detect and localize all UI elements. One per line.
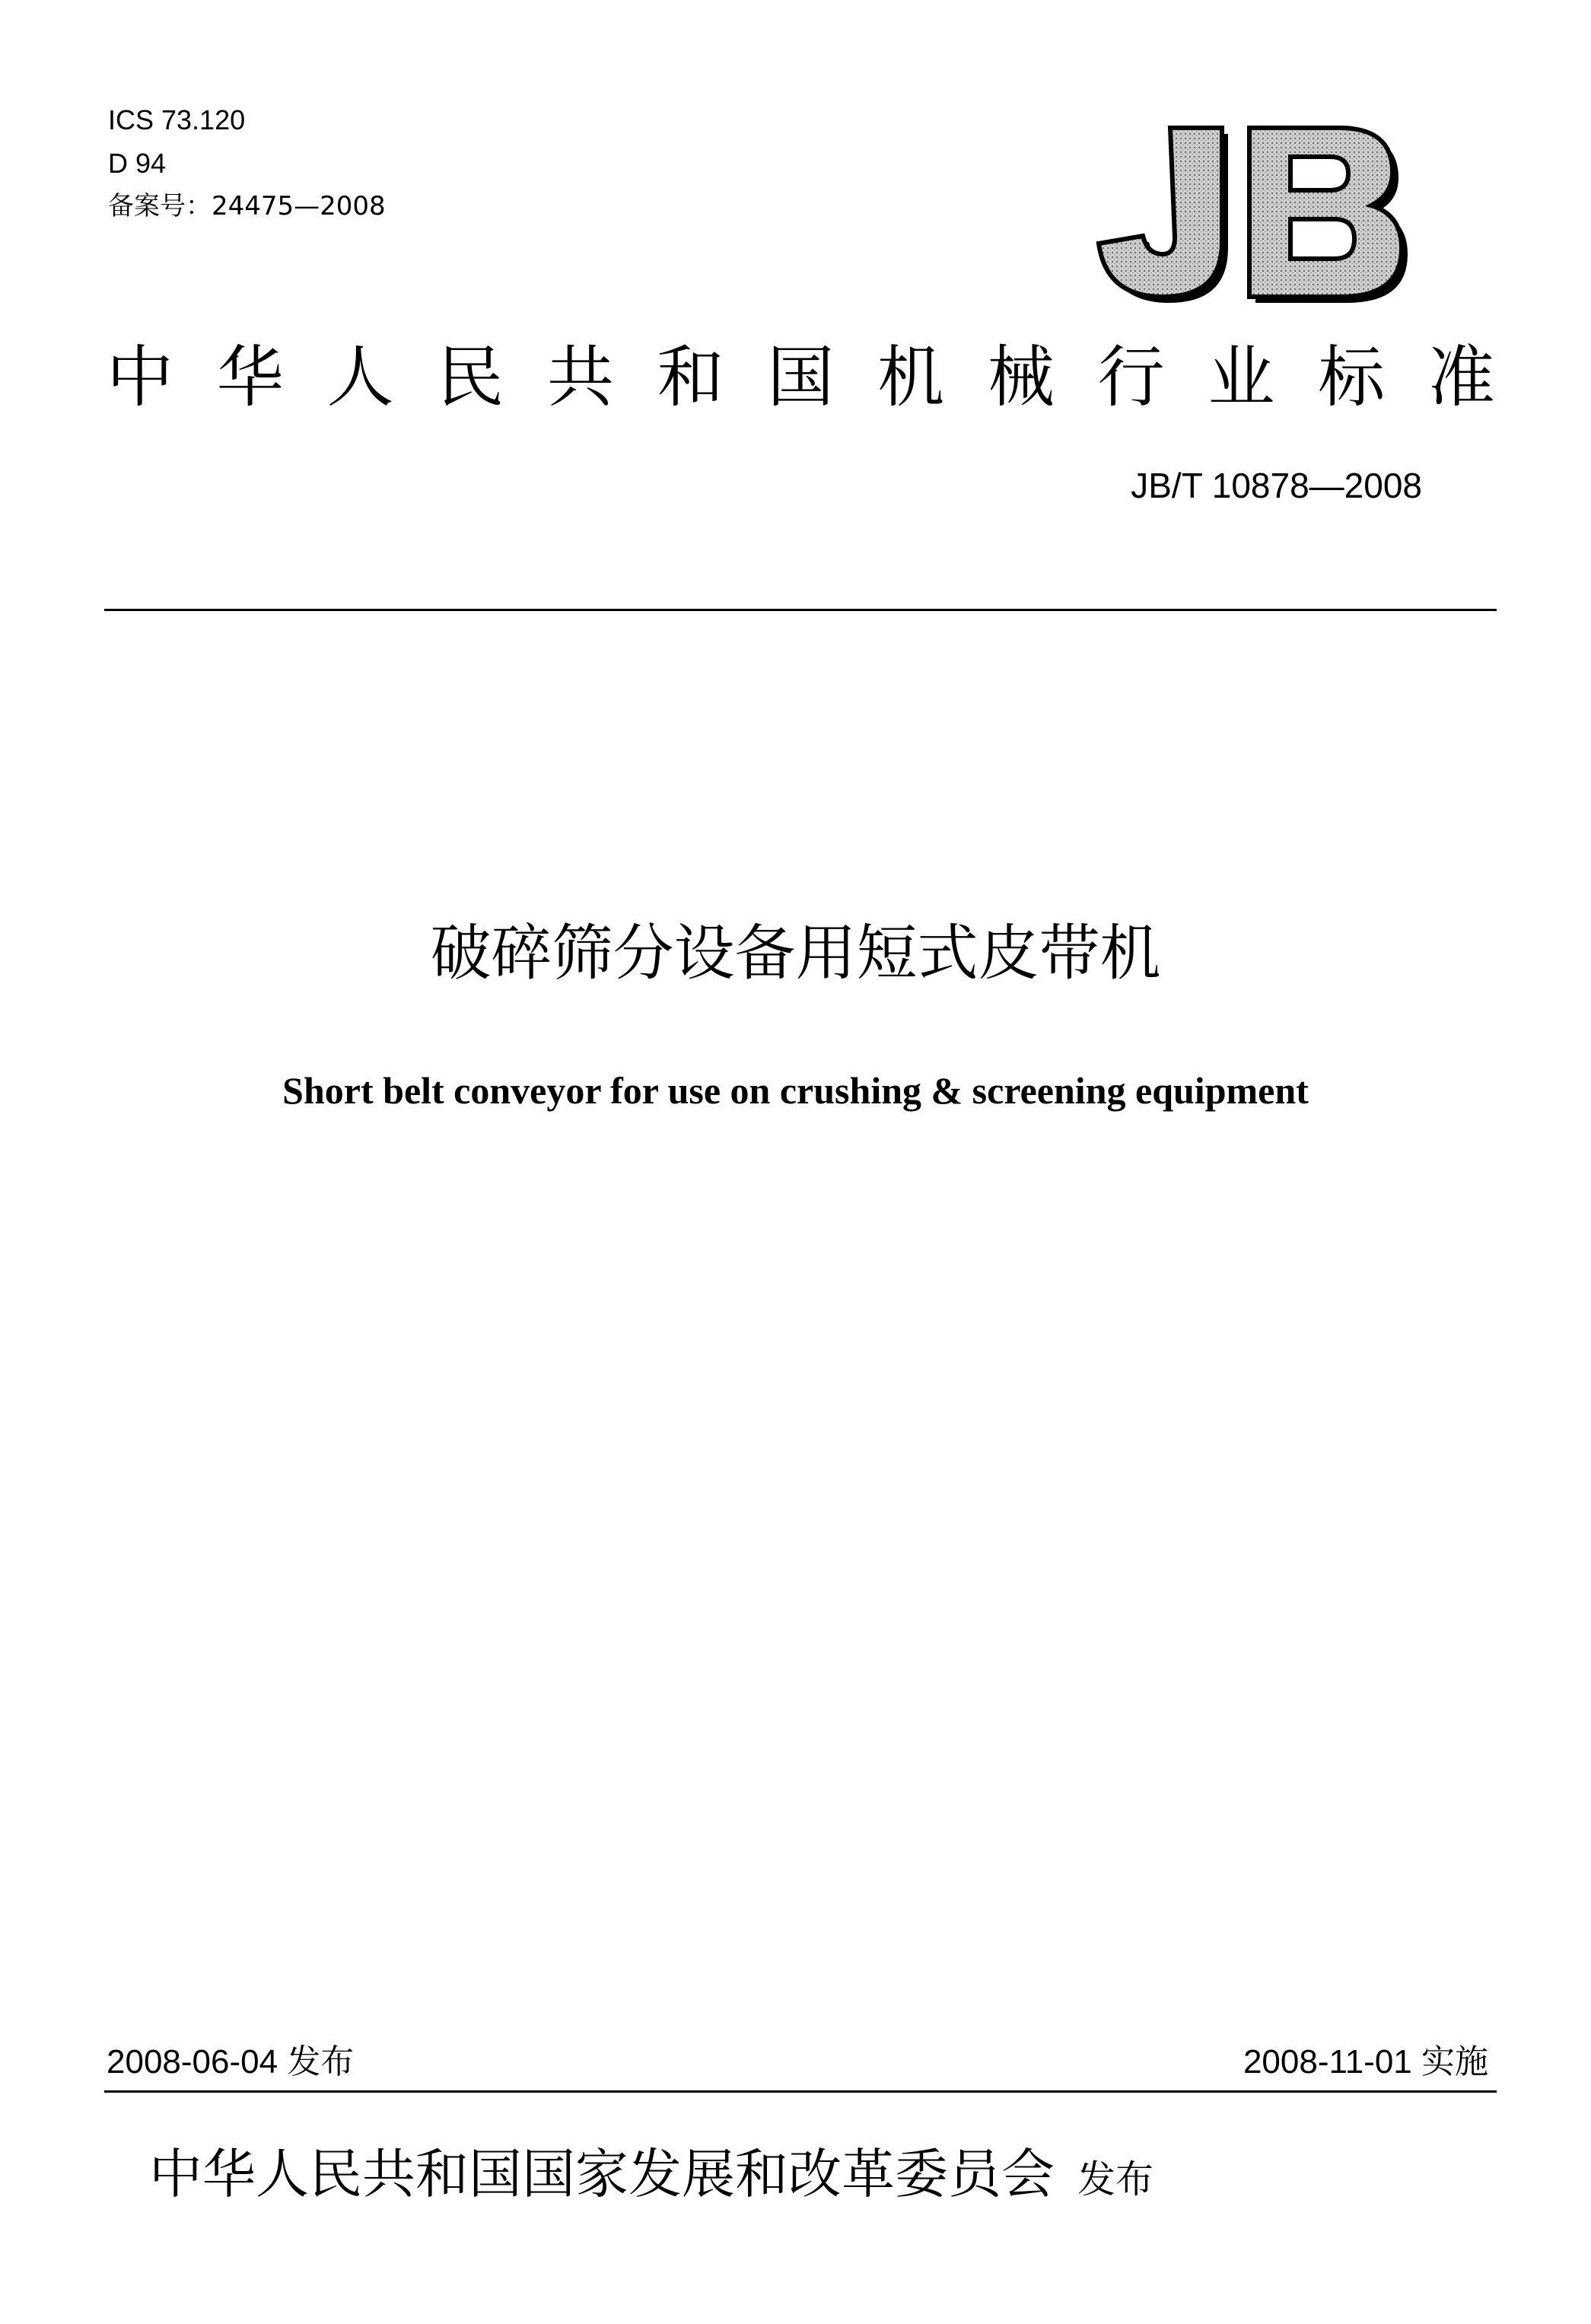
- implementation-date-label: 实施: [1421, 2042, 1488, 2081]
- standard-category-title-char: 和: [657, 338, 724, 416]
- issue-date-value: 2008-06-04: [107, 2043, 278, 2080]
- standard-category-title-char: 行: [1097, 338, 1165, 416]
- document-title-en: Short belt conveyor for use on crushing & screening equipment: [282, 1069, 1309, 1112]
- issue-date: [107, 2042, 355, 2081]
- standard-category-title-char: 械: [987, 338, 1055, 416]
- standard-category-title-char: 共: [546, 338, 614, 416]
- standard-category-title-char: 标: [1318, 338, 1386, 416]
- implementation-date: [1243, 2042, 1488, 2081]
- standard-category-title-char: 准: [1427, 338, 1495, 416]
- standard-category-title-char: 中: [107, 338, 174, 416]
- standard-category-title-char: 业: [1208, 338, 1275, 416]
- standard-category-title-char: 机: [877, 338, 945, 416]
- standard-number: JB/T 10878—2008: [1131, 466, 1422, 505]
- standard-category-title: [107, 338, 1495, 416]
- standard-category-title-char: 人: [326, 338, 394, 416]
- record-number: 备案号：24475—2008: [108, 191, 386, 221]
- classification-code: D 94: [108, 148, 167, 179]
- footer-divider: [104, 2090, 1497, 2093]
- publisher: [149, 2143, 1443, 2205]
- ics-code: ICS 73.120: [108, 104, 246, 135]
- header-divider: [104, 609, 1497, 611]
- jb-logo: [1088, 114, 1408, 304]
- issue-date-label: 发布: [287, 2042, 355, 2081]
- publisher-suffix: 发布: [1077, 2157, 1153, 2201]
- standard-category-title-char: 华: [216, 338, 284, 416]
- document-title-cn: 破碎筛分设备用短式皮带机: [430, 918, 1161, 988]
- implementation-date-value: 2008-11-01: [1243, 2043, 1412, 2080]
- standard-category-title-char: 民: [437, 338, 504, 416]
- publisher-name: 中华人民共和国国家发展和改革委员会: [149, 2143, 1055, 2205]
- logo-text: JB: [1088, 114, 1089, 115]
- standard-category-title-char: 国: [767, 338, 835, 416]
